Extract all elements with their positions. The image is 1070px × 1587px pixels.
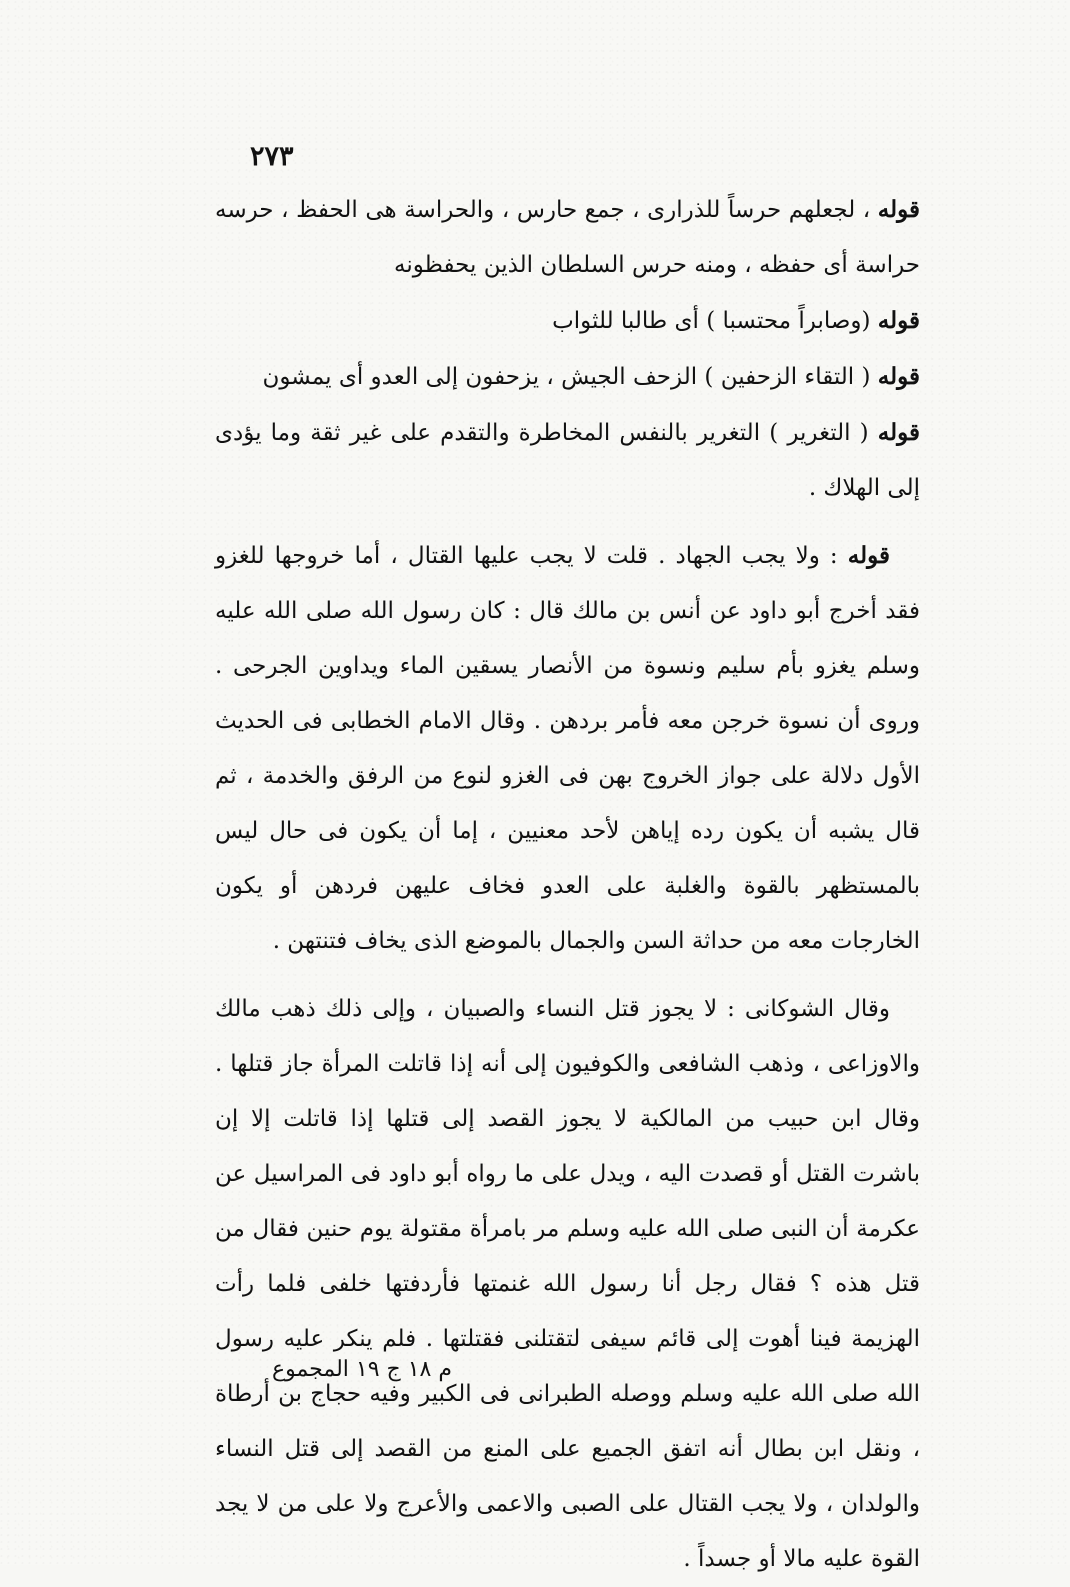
paragraph-text: (وصابراً محتسبا ) أى طالبا للثواب <box>552 308 878 334</box>
paragraph-text: ( التقاء الزحفين ) الزحف الجيش ، يزحفون إلى العدو أى يمشون <box>262 364 878 390</box>
paragraph-lead: قوله <box>877 196 920 223</box>
paragraph-harasa <box>215 182 920 293</box>
paragraph-text: ( التغرير ) التغرير بالنفس المخاطرة والتقدم على غير ثقة وما يؤدى إلى الهلاك . <box>215 420 920 501</box>
paragraph-lead: قوله <box>877 419 920 446</box>
paragraph-zahf <box>215 349 920 405</box>
paragraph-text: وقال الشوكانى : لا يجوز قتل النساء والصبيان ، وإلى ذلك ذهب مالك والاوزاعى ، وذهب الشافعى والكوفيون إلى أنه إذا قاتلت المرأة جاز قتلها . وقال ابن حبيب من المالكية لا يجوز القصد إلى قتلها إذا قاتلت إلا إن باشرت القتل أو قصدت اليه ، ويدل على ما رواه أبو داود فى المراسيل عن عكرمة أن النبى صلى الله عليه وسلم مر بامرأة مقتولة يوم حنين فقال من قتل هذه ؟ فقال رجل أنا رسول الله غنمتها فأردفتها خلفى فلما رأت الهزيمة فينا أهوت إلى قائم سيفى لتقتلنى فقتلتها . فلم ينكر عليه رسول الله صلى الله عليه وسلم ووصله الطبرانى فى الكبير وفيه حجاج بن أرطاة ، ونقل ابن بطال أنه اتفق الجميع على المنع من القصد إلى قتل النساء والولدان ، ولا يجب القتال على الصبى والاعمى والأعرج ولا على من لا يجد القوة عليه مالا أو جسداً . <box>215 996 920 1572</box>
paragraph-text: : ولا يجب الجهاد . قلت لا يجب عليها القتال ، أما خروجها للغزو فقد أخرج أبو داود عن أنس بن مالك قال : كان رسول الله صلى الله عليه وسلم يغزو بأم سليم ونسوة من الأنصار يسقين الماء ويداوين الجرحى . وروى أن نسوة خرجن معه فأمر بردهن . وقال الامام الخطابى فى الحديث الأول دلالة على جواز الخروج بهن فى الغزو لنوع من الرفق والخدمة ، ثم قال يشبه أن يكون رده إياهن لأحد معنيين ، إما أن يكون فى حال ليس بالمستظهر بالقوة والغلبة على العدو فخاف عليهن فردهن أو يكون الخارجات معه من حداثة السن والجمال بالموضع الذى يخاف فتنتهن . <box>215 543 920 954</box>
paragraph-taghrir <box>215 405 920 516</box>
paragraph-shawkani <box>215 981 920 1587</box>
paragraph-lead: قوله <box>877 363 920 390</box>
paragraph-text: ، لجعلهم حرساً للذرارى ، جمع حارس ، والحراسة هى الحفظ ، حرسه حراسة أى حفظه ، ومنه حرس السلطان الذين يحفظونه <box>215 197 920 278</box>
paragraph-muhtasib <box>215 293 920 349</box>
paragraph-lead: قوله <box>847 542 890 569</box>
page-number: ٢٧٣ <box>250 141 294 172</box>
footer-signature: م ١٨ ج ١٩ المجموع <box>271 1357 452 1382</box>
paragraph-jihad <box>215 528 920 969</box>
paragraph-lead: قوله <box>877 307 920 334</box>
